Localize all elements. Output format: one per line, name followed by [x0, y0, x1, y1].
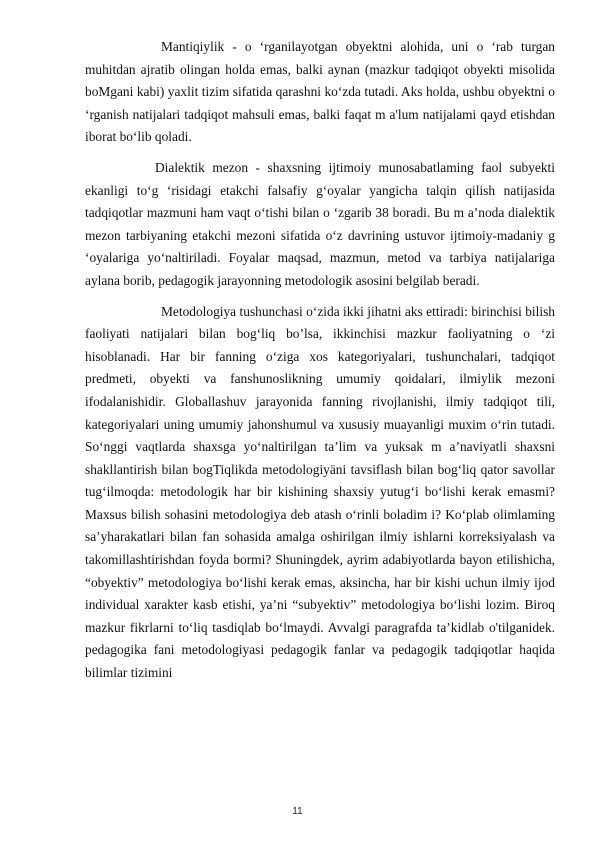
- paragraph-metodologiya: Metodologiya tushunchasi o‘zida ikki jihatni aks ettiradi: birinchisi bilish faoliyati natijalari bilan bog‘liq bo’lsa, ikkinchisi mazkur faoliyatning o ‘zi hisoblanadi. Har bir fanning o‘ziga xos kategoriyalari, tushunchalari, tadqiqot predmeti, obyekti va fanshunoslikning umumiy qoidalari, ilmiylik mezoni ifodalanishidir. Globallashuv jarayonida fanning rivojlanishi, ilmiy tadqiqot tili, kategoriyalari uning umumiy jahonshumul va xususiy muayanligi muxim o‘rin tutadi. So‘nggi vaqtlarda shaxsga yo‘naltirilgan ta’lim va yuksak m a’naviyatli shaxsni shakllantirish bilan bogTiqlikda metodologiyäni tavsiflash bilan bog‘liq qator savollar tug‘ilmoqda: metodologik har bir kishining shaxsiy yutug‘i bo‘lishi kerak emasmi? Maxsus bilish sohasini metodologiya deb atash o‘rinli boladim i? Ko‘plab olimlaming sa’yharakatlari bilan fan sohasida amalga oshirilgan ilmiy ishlarni korreksiyalash va takomillashtirishdan foyda bormi? Shuningdek, ayrim adabiyotlarda bayon etilishicha, “obyektiv” metodologiya bo‘lishi kerak emas, aksincha, har bir kishi uchun ilmiy ijod individual xarakter kasb etishi, ya’ni “subyektiv” metodologiya bo‘lishi lozim. Biroq mazkur fikrlarni to‘liq tasdiqlab bo‘lmaydi. Avvalgi paragrafda ta’kidlab o'tilganidek. pedagogika fani metodologiyasi pedagogik fanlar va pedagogik tadqiqotlar haqida bilimlar tizimini: [85, 303, 555, 681]
- paragraph-dialektik-mezon: Dialektik mezon - shaxsning ijtimoiy munosabatlaming faol subyekti ekanligi to‘g ‘risidagi etakchi falsafiy g‘oyalar yangicha talqin qilish natijasida tadqiqotlar mazmuni ham vaqt o‘tishi bilan o ‘zgarib 38 boradi. Bu m a’noda dialektik mezon tarbiyaning etakchi mezoni sifatida o‘z davrining ustuvor ijtimoiy-madaniy g ‘oyalariga yo‘naltiriladi. Foyalar maqsad, mazmun, metod va tarbiya natijalariga aylana borib, pedagogik jarayonning metodologik asosini belgilab beradi.: [85, 159, 555, 288]
- body-text: [85, 36, 555, 693]
- page-number: 11: [292, 806, 303, 817]
- paragraph-mantiqiylik: Mantiqiylik - o ‘rganilayotgan obyektni alohida, uni o ‘rab turgan muhitdan ajratib olingan holda emas, balki aynan (mazkur tadqiqot obyekti misolida boMgani kabi) yaxlit tizim sifatida qarashni ko‘zda tutadi. Aks holda, ushbu obyektni o ‘rganish natijalari tadqiqot mahsuli emas, balki faqat m a'lum natijalami qayd etishdan iborat bo‘lib qoladi.: [85, 39, 555, 145]
